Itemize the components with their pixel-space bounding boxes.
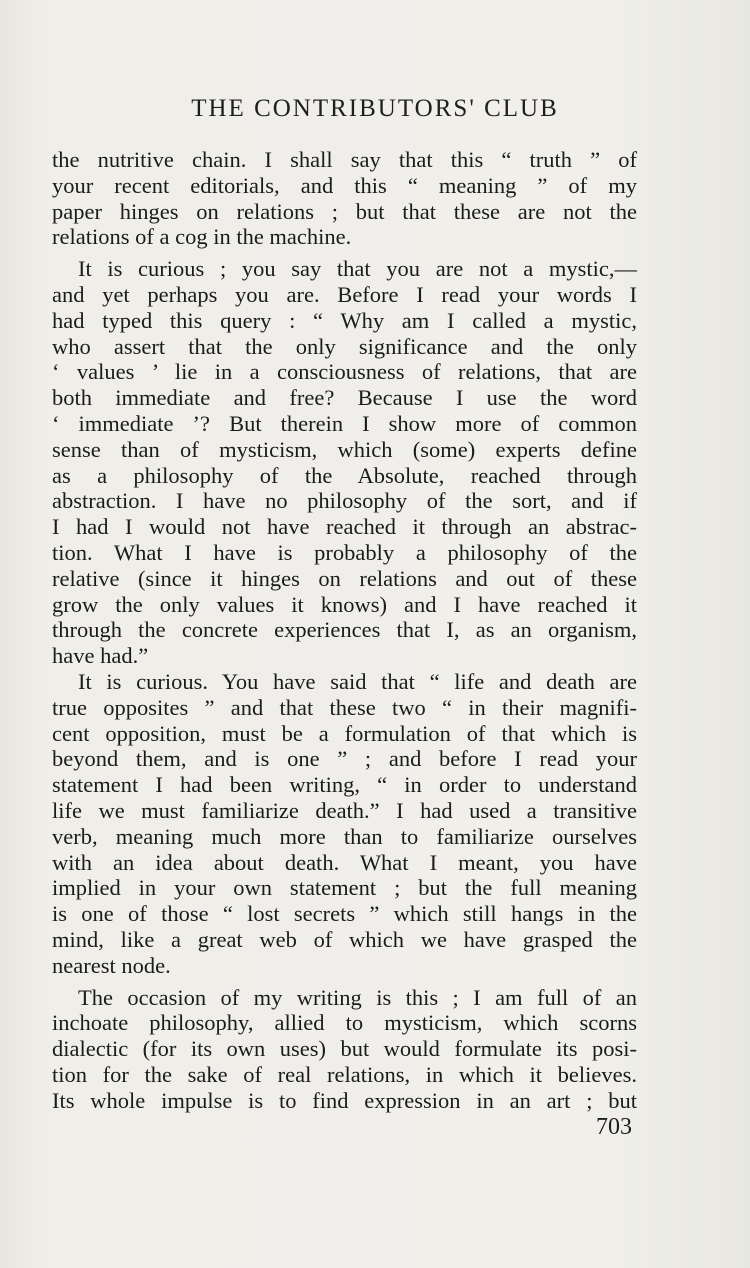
text-line: implied in your own statement ; but the full meaning [52, 875, 637, 901]
text-line: through the concrete experiences that I, as an organism, [52, 617, 637, 643]
text-line: had typed this query : “ Why am I called a mystic, [52, 307, 637, 333]
text-line: grow the only values it knows) and I have reached it [52, 591, 637, 617]
text-line: cent opposition, must be a formulation of that which is [52, 720, 637, 746]
text-line: is one of those “ lost secrets ” which still hangs in the [52, 901, 637, 927]
text-line: relations of a cog in the machine. [52, 224, 352, 250]
text-line: It is curious ; you say that you are not a mystic,— [78, 256, 637, 282]
text-line: paper hinges on relations ; but that these are not the [52, 198, 637, 224]
text-line: ‘ values ’ lie in a consciousness of relations, that are [52, 359, 637, 385]
text-line: verb, meaning much more than to familiarize ourselves [52, 823, 637, 849]
text-line: have had.” [52, 643, 149, 669]
text-line: who assert that the only significance and the only [52, 333, 637, 359]
text-line: true opposites ” and that these two “ in their magnifi- [52, 694, 637, 720]
text-line: abstraction. I have no philosophy of the sort, and if [52, 488, 637, 514]
text-line: Its whole impulse is to find expression in an art ; but [52, 1087, 637, 1113]
text-line: ‘ immediate ’? But therein I show more of common [52, 410, 637, 436]
running-header: THE CONTRIBUTORS' CLUB [191, 95, 559, 122]
text-line: mind, like a great web of which we have grasped the [52, 926, 637, 952]
text-line: statement I had been writing, “ in order to understand [52, 772, 637, 798]
text-line: I had I would not have reached it through an abstrac- [52, 514, 637, 540]
text-line: dialectic (for its own uses) but would formulate its posi- [52, 1036, 637, 1062]
text-line: your recent editorials, and this “ meaning ” of my [52, 172, 637, 198]
text-line: both immediate and free? Because I use the word [52, 385, 637, 411]
text-line: tion. What I have is probably a philosophy of the [52, 539, 637, 565]
text-line: tion for the sake of real relations, in which it believes. [52, 1061, 637, 1087]
text-line: beyond them, and is one ” ; and before I read your [52, 746, 637, 772]
body-text [52, 147, 637, 1113]
text-line: inchoate philosophy, allied to mysticism, which scorns [52, 1010, 637, 1036]
text-line: sense than of mysticism, which (some) experts define [52, 436, 637, 462]
text-line: nearest node. [52, 952, 171, 978]
text-line: and yet perhaps you are. Before I read your words I [52, 281, 637, 307]
page-number: 703 [596, 1114, 632, 1140]
text-line: life we must familiarize death.” I had used a transitive [52, 797, 637, 823]
text-line: The occasion of my writing is this ; I am full of an [78, 984, 637, 1010]
text-line: the nutritive chain. I shall say that this “ truth ” of [52, 147, 637, 172]
text-line: relative (since it hinges on relations and out of these [52, 565, 637, 591]
text-line: It is curious. You have said that “ life and death are [78, 668, 637, 694]
text-line: as a philosophy of the Absolute, reached through [52, 462, 637, 488]
text-line: with an idea about death. What I meant, you have [52, 849, 637, 875]
